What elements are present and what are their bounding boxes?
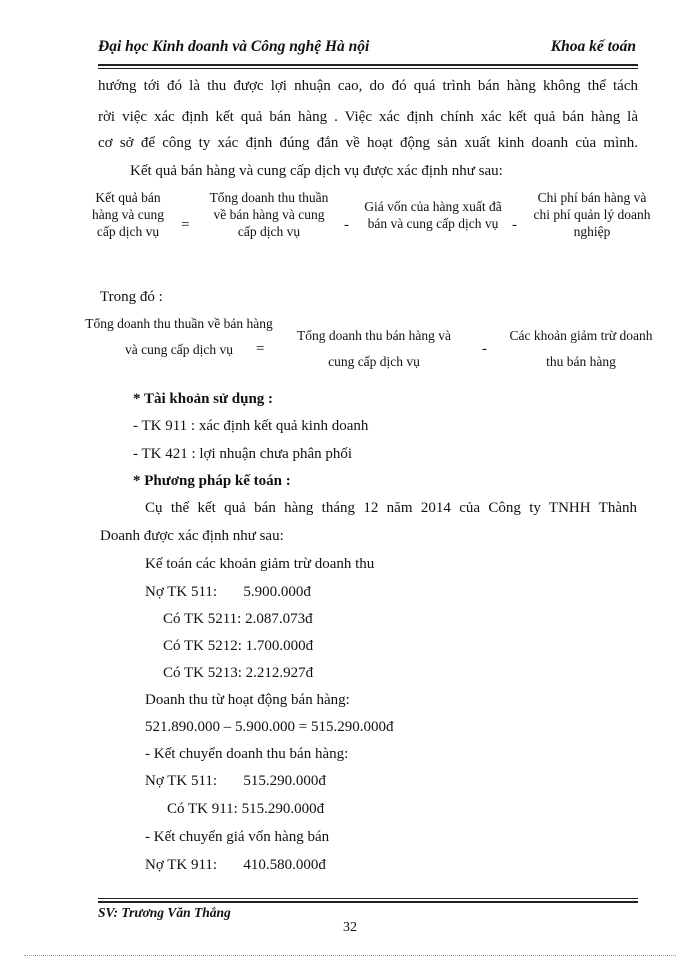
account-item: - TK 911 : xác định kết quả kinh doanh	[133, 418, 369, 434]
formula-minus: -	[512, 217, 517, 233]
accounts-heading: * Tài khoản sử dụng :	[133, 391, 274, 407]
formula-term-cogs: Giá vốn của hàng xuất đã bán và cung cấp dịch vụ	[364, 199, 502, 231]
footer-rule-thin	[98, 898, 638, 899]
header-rule-thin	[98, 68, 638, 69]
formula-term-deductions: Các khoản giảm trừ doanh thu bán hàng	[509, 328, 653, 369]
page-edge-dotted-line	[24, 955, 676, 956]
journal-entry-credit: Có TK 5213: 2.212.927đ	[163, 665, 314, 681]
formula-term-expenses: Chi phí bán hàng và chi phí quản lý doanh nghiệp	[533, 190, 651, 239]
journal-entry-debit: Nợ TK 911: 410.580.000đ	[145, 857, 326, 873]
student-name: SV: Trương Văn Thắng	[98, 905, 231, 920]
paragraph-line: cơ sở để công ty xác định đúng đắn về hoạt động sản xuất kinh doanh của mình.	[98, 135, 638, 151]
formula-equals: =	[256, 341, 265, 357]
revenue-calculation: 521.890.000 – 5.900.000 = 515.290.000đ	[145, 719, 394, 735]
formula-term-result: Kết quả bán hàng và cung cấp dịch vụ	[92, 190, 164, 239]
where-label: Trong đó :	[100, 289, 163, 305]
journal-entry-credit: Có TK 911: 515.290.000đ	[167, 801, 325, 817]
entry-title: - Kết chuyển giá vốn hàng bán	[145, 829, 330, 845]
account-item: - TK 421 : lợi nhuận chưa phân phối	[133, 446, 353, 462]
entry-title: Doanh thu từ hoạt động bán hàng:	[145, 692, 350, 708]
formula-equals: =	[181, 217, 190, 233]
formula-minus: -	[482, 341, 487, 357]
formula-term-net-revenue: Tổng doanh thu thuần về bán hàng và cung cấp dịch vụ	[209, 190, 329, 239]
paragraph-line: hướng tới đó là thu được lợi nhuận cao, do đó quá trình bán hàng không thể tách	[98, 78, 638, 94]
method-line: Cụ thể kết quả bán hàng tháng 12 năm 2014 của Công ty TNHH Thành	[145, 500, 637, 516]
page-number: 32	[343, 920, 357, 935]
method-line: Doanh được xác định như sau:	[100, 528, 284, 544]
formula-intro: Kết quả bán hàng và cung cấp dịch vụ được xác định như sau:	[130, 163, 503, 179]
page-header	[98, 38, 638, 62]
formula-term-net-revenue: Tổng doanh thu thuần về bán hàng và cung cấp dịch vụ	[85, 316, 273, 357]
department-name: Khoa kế toán	[550, 38, 636, 55]
university-name: Đại học Kinh doanh và Công nghệ Hà nội	[98, 38, 370, 55]
journal-entry-credit: Có TK 5211: 2.087.073đ	[163, 611, 313, 627]
method-heading: * Phương pháp kế toán :	[133, 473, 291, 489]
journal-entry-credit: Có TK 5212: 1.700.000đ	[163, 638, 314, 654]
entry-title: Kế toán các khoản giảm trừ doanh thu	[145, 556, 375, 572]
formula-term-gross-revenue: Tổng doanh thu bán hàng và cung cấp dịch vụ	[296, 328, 452, 369]
journal-entry-debit: Nợ TK 511: 5.900.000đ	[145, 584, 311, 600]
paragraph-line: rời việc xác định kết quả bán hàng . Việc xác định chính xác kết quả bán hàng là	[98, 109, 638, 125]
entry-title: - Kết chuyển doanh thu bán hàng:	[145, 746, 349, 762]
journal-entry-debit: Nợ TK 511: 515.290.000đ	[145, 773, 326, 789]
formula-minus: -	[344, 217, 349, 233]
header-rule-thick	[98, 64, 638, 66]
footer-rule-thick	[98, 901, 638, 903]
